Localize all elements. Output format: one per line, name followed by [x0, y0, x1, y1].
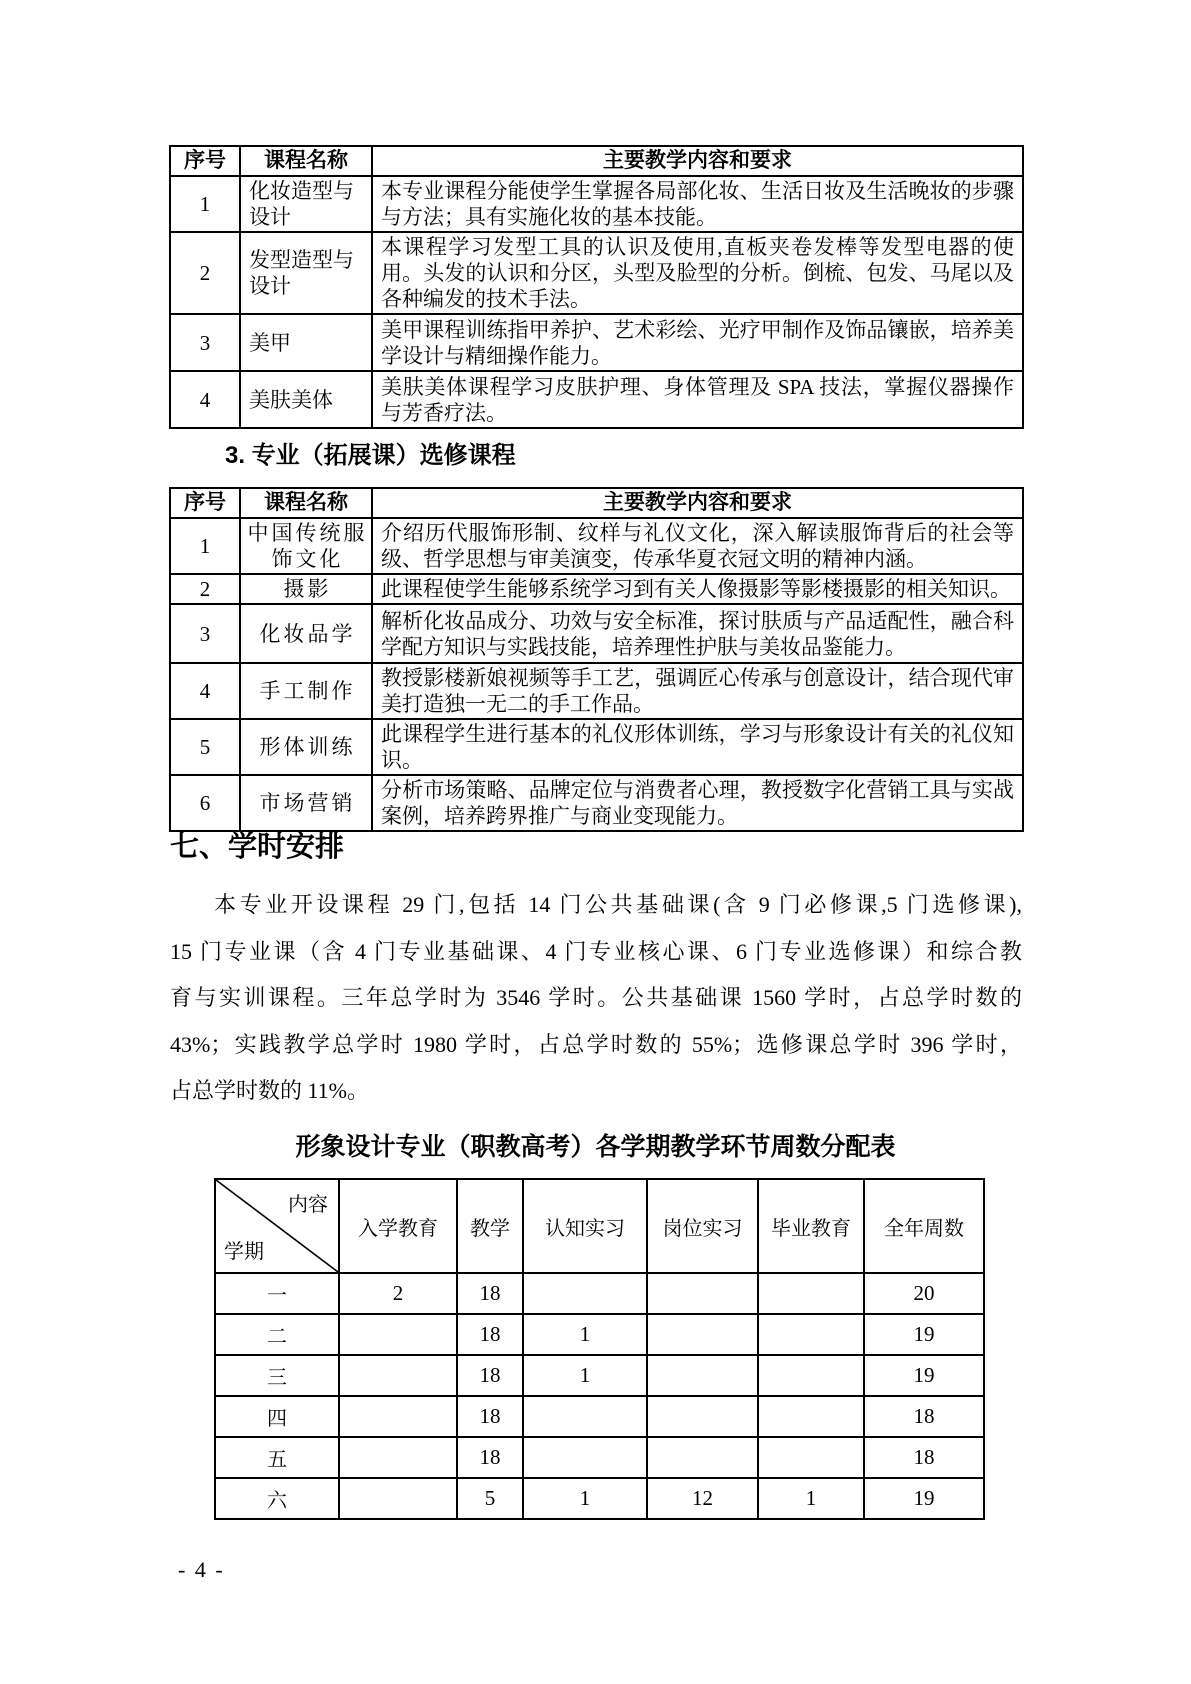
paragraph-line: 育与实训课程。三年总学时为 3546 学时。公共基础课 1560 学时，占总学时数的 [170, 985, 1022, 1010]
paragraph-line: 43%；实践教学总学时 1980 学时，占总学时数的 55%；选修课总学时 396 学时， [170, 1031, 1022, 1057]
course-desc-cell: 本课程学习发型工具的认识及使用,直板夹卷发棒等发型电器的使用。头发的认识和分区，头型及脸型的分析。倒梳、包发、马尾以及各种编发的技术手法。 [372, 232, 1023, 314]
value-cell [647, 1273, 758, 1314]
value-cell: 18 [457, 1355, 523, 1396]
value-cell [647, 1314, 758, 1355]
seq-cell: 2 [170, 574, 240, 604]
value-cell: 5 [457, 1478, 523, 1519]
table-row [170, 574, 1023, 604]
diagonal-corner-cell [215, 1179, 339, 1273]
week-table-row [215, 1273, 984, 1314]
hours-paragraph [170, 882, 1022, 1115]
value-cell: 18 [457, 1273, 523, 1314]
term-cell: 五 [215, 1437, 339, 1478]
course-name-cell: 美甲 [240, 314, 372, 371]
header-content: 主要教学内容和要求 [372, 488, 1023, 518]
course-name-cell: 形体训练 [240, 719, 372, 775]
corner-label-term: 学期 [224, 1241, 264, 1263]
value-cell [647, 1396, 758, 1437]
table-row [170, 663, 1023, 719]
week-table-row [215, 1314, 984, 1355]
term-cell: 六 [215, 1478, 339, 1519]
seq-cell: 1 [170, 176, 240, 232]
table-row [170, 314, 1023, 371]
header-content: 主要教学内容和要求 [372, 146, 1023, 176]
seq-cell: 2 [170, 232, 240, 314]
table-row [170, 232, 1023, 314]
week-table-row [215, 1355, 984, 1396]
course-name-cell: 市场营销 [240, 775, 372, 831]
term-cell: 一 [215, 1273, 339, 1314]
course-name-cell: 发型造型与设计 [240, 232, 372, 314]
week-table-row [215, 1478, 984, 1519]
term-cell: 三 [215, 1355, 339, 1396]
value-cell [758, 1355, 864, 1396]
paragraph-line: 占总学时数的 11%。 [170, 1078, 370, 1103]
course-desc-cell: 此课程学生进行基本的礼仪形体训练，学习与形象设计有关的礼仪知识。 [372, 719, 1023, 775]
value-cell: 19 [864, 1355, 984, 1396]
value-cell: 19 [864, 1478, 984, 1519]
table-header-row [170, 488, 1023, 518]
table-row [170, 719, 1023, 775]
value-cell: 20 [864, 1273, 984, 1314]
course-name-cell: 摄影 [240, 574, 372, 604]
course-table-elective [169, 487, 1024, 832]
value-cell [339, 1437, 457, 1478]
course-desc-cell: 分析市场策略、品牌定位与消费者心理，教授数字化营销工具与实战案例，培养跨界推广与商业变现能力。 [372, 775, 1023, 831]
header-course-name: 课程名称 [240, 488, 372, 518]
seq-cell: 5 [170, 719, 240, 775]
week-table-row [215, 1437, 984, 1478]
value-cell: 1 [523, 1314, 647, 1355]
value-cell [647, 1437, 758, 1478]
course-name-cell: 美肤美体 [240, 371, 372, 428]
value-cell: 18 [457, 1314, 523, 1355]
value-cell [339, 1478, 457, 1519]
value-cell: 1 [523, 1478, 647, 1519]
course-desc-cell: 美甲课程训练指甲养护、艺术彩绘、光疗甲制作及饰品镶嵌，培养美学设计与精细操作能力。 [372, 314, 1023, 371]
course-name-cell: 中国传统服饰文化 [240, 518, 372, 574]
value-cell: 1 [523, 1355, 647, 1396]
header-seq: 序号 [170, 488, 240, 518]
week-table-header-row [215, 1179, 984, 1273]
course-table-core [169, 145, 1024, 429]
value-cell [758, 1314, 864, 1355]
seq-cell: 4 [170, 663, 240, 719]
value-cell [339, 1314, 457, 1355]
term-cell: 四 [215, 1396, 339, 1437]
value-cell [339, 1355, 457, 1396]
corner-label-content: 内容 [288, 1194, 328, 1216]
seq-cell: 4 [170, 371, 240, 428]
paragraph-line: 15 门专业课（含 4 门专业基础课、4 门专业核心课、6 门专业选修课）和综合教 [170, 938, 1022, 964]
table-header-row [170, 146, 1023, 176]
value-cell: 18 [457, 1437, 523, 1478]
week-col-header: 认知实习 [523, 1179, 647, 1273]
value-cell [758, 1437, 864, 1478]
value-cell: 2 [339, 1273, 457, 1314]
table-row [170, 518, 1023, 574]
week-allocation-table [214, 1178, 985, 1520]
course-desc-cell: 此课程使学生能够系统学习到有关人像摄影等影楼摄影的相关知识。 [372, 574, 1023, 604]
value-cell: 12 [647, 1478, 758, 1519]
value-cell [523, 1437, 647, 1478]
course-desc-cell: 本专业课程分能使学生掌握各局部化妆、生活日妆及生活晚妆的步骤与方法；具有实施化妆的基本技能。 [372, 176, 1023, 232]
table-row [170, 604, 1023, 663]
value-cell [758, 1273, 864, 1314]
header-seq: 序号 [170, 146, 240, 176]
course-name-cell: 化妆造型与设计 [240, 176, 372, 232]
seq-cell: 3 [170, 604, 240, 663]
value-cell: 18 [864, 1396, 984, 1437]
table-row [170, 775, 1023, 831]
seq-cell: 3 [170, 314, 240, 371]
value-cell [758, 1396, 864, 1437]
week-col-header: 全年周数 [864, 1179, 984, 1273]
week-col-header: 教学 [457, 1179, 523, 1273]
value-cell: 18 [864, 1437, 984, 1478]
page-number: - 4 - [178, 1557, 225, 1582]
value-cell: 18 [457, 1396, 523, 1437]
seq-cell: 1 [170, 518, 240, 574]
course-desc-cell: 教授影楼新娘视频等手工艺，强调匠心传承与创意设计，结合现代审美打造独一无二的手工作品。 [372, 663, 1023, 719]
course-desc-cell: 介绍历代服饰形制、纹样与礼仪文化，深入解读服饰背后的社会等级、哲学思想与审美演变，传承华夏衣冠文明的精神内涵。 [372, 518, 1023, 574]
term-cell: 二 [215, 1314, 339, 1355]
week-col-header: 岗位实习 [647, 1179, 758, 1273]
course-name-cell: 手工制作 [240, 663, 372, 719]
course-name-cell: 化妆品学 [240, 604, 372, 663]
table-row [170, 176, 1023, 232]
section-heading-elective: 3. 专业（拓展课）选修课程 [225, 442, 516, 469]
seq-cell: 6 [170, 775, 240, 831]
value-cell [523, 1396, 647, 1437]
value-cell [647, 1355, 758, 1396]
table-row [170, 371, 1023, 428]
section-heading-hours: 七、学时安排 [170, 831, 345, 863]
value-cell: 1 [758, 1478, 864, 1519]
week-col-header: 入学教育 [339, 1179, 457, 1273]
week-table-row [215, 1396, 984, 1437]
course-desc-cell: 解析化妆品成分、功效与安全标准，探讨肤质与产品适配性，融合科学配方知识与实践技能，培养理性护肤与美妆品鉴能力。 [372, 604, 1023, 663]
header-course-name: 课程名称 [240, 146, 372, 176]
week-table-title: 形象设计专业（职教高考）各学期教学环节周数分配表 [295, 1133, 896, 1161]
course-desc-cell: 美肤美体课程学习皮肤护理、身体管理及 SPA 技法，掌握仪器操作与芳香疗法。 [372, 371, 1023, 428]
paragraph-line: 本专业开设课程 29 门,包括 14 门公共基础课(含 9 门必修课,5 门选修课), [214, 892, 1022, 917]
value-cell: 19 [864, 1314, 984, 1355]
value-cell [523, 1273, 647, 1314]
value-cell [339, 1396, 457, 1437]
week-col-header: 毕业教育 [758, 1179, 864, 1273]
